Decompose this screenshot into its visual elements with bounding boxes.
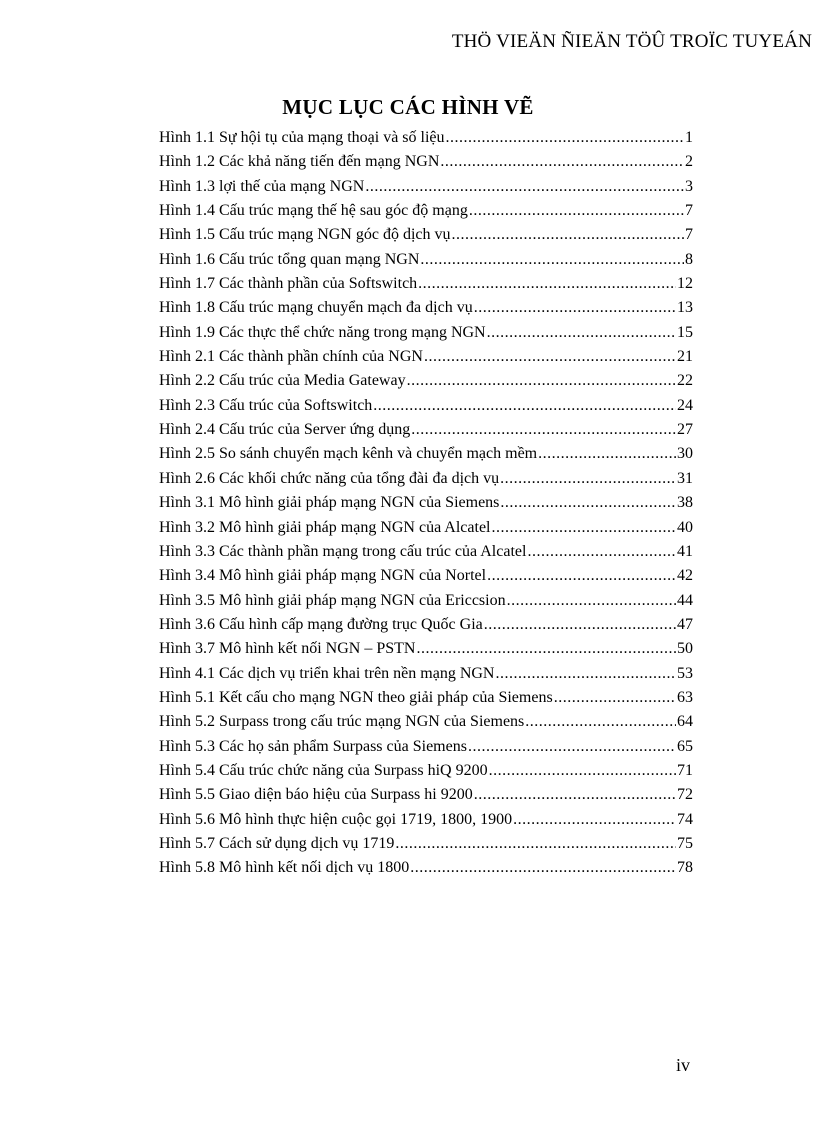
toc-entry-page: 31 [677, 469, 693, 487]
toc-entry-label: Hình 3.7 Mô hình kết nối NGN – PSTN [159, 640, 416, 658]
dot-leader [554, 686, 676, 710]
dot-leader [365, 175, 684, 199]
toc-entry-label: Hình 1.4 Cấu trúc mạng thế hệ sau góc độ mạng [159, 202, 468, 220]
toc-entry-page: 47 [677, 615, 693, 633]
dot-leader [507, 589, 676, 613]
toc-entry[interactable] [159, 296, 693, 320]
toc-entry[interactable] [159, 394, 693, 418]
dot-leader [468, 735, 676, 759]
toc-entry[interactable] [159, 783, 693, 807]
toc-entry-label: Hình 5.6 Mô hình thực hiện cuộc gọi 1719, 1800, 1900 [159, 810, 513, 828]
toc-entry-label: Hình 1.5 Cấu trúc mạng NGN góc độ dịch vụ [159, 226, 451, 244]
toc-entry-page: 38 [677, 494, 693, 512]
toc-entry-label: Hình 3.1 Mô hình giải pháp mạng NGN của Siemens [159, 494, 500, 512]
toc-entry-page: 63 [677, 688, 693, 706]
toc-entry-page: 3 [685, 177, 693, 195]
toc-entry-label: Hình 3.4 Mô hình giải pháp mạng NGN của Nortel [159, 567, 487, 585]
toc-entry-page: 7 [685, 226, 693, 244]
toc-entry-page: 74 [677, 810, 693, 828]
toc-entry-label: Hình 3.3 Các thành phần mạng trong cấu trúc của Alcatel [159, 542, 527, 560]
toc-entry-label: Hình 1.8 Cấu trúc mạng chuyển mạch đa dịch vụ [159, 299, 473, 317]
dot-leader [474, 296, 676, 320]
toc-entry-page: 30 [677, 445, 693, 463]
toc-entry-label: Hình 5.2 Surpass trong cấu trúc mạng NGN của Siemens [159, 713, 525, 731]
toc-entry[interactable] [159, 442, 693, 466]
toc-entry[interactable] [159, 345, 693, 369]
dot-leader [484, 613, 676, 637]
toc-entry[interactable] [159, 686, 693, 710]
dot-leader [487, 321, 676, 345]
toc-entry[interactable] [159, 808, 693, 832]
dot-leader [411, 418, 676, 442]
toc-entry-label: Hình 2.1 Các thành phần chính của NGN [159, 348, 423, 366]
dot-leader [440, 150, 684, 174]
dot-leader [410, 856, 676, 880]
toc-entry[interactable] [159, 467, 693, 491]
dot-leader [527, 540, 676, 564]
toc-entry-page: 24 [677, 396, 693, 414]
toc-entry[interactable] [159, 418, 693, 442]
toc-entry-label: Hình 3.5 Mô hình giải pháp mạng NGN của Ericcsion [159, 591, 506, 609]
toc-entry[interactable] [159, 613, 693, 637]
toc-entry-label: Hình 3.2 Mô hình giải pháp mạng NGN của Alcatel [159, 518, 491, 536]
dot-leader [489, 759, 676, 783]
dot-leader [513, 808, 676, 832]
toc-entry-page: 22 [677, 372, 693, 390]
toc-entry[interactable] [159, 832, 693, 856]
toc-entry-page: 75 [677, 834, 693, 852]
toc-entry-label: Hình 2.4 Cấu trúc của Server ứng dụng [159, 421, 411, 439]
dot-leader [420, 248, 684, 272]
toc-entry[interactable] [159, 589, 693, 613]
dot-leader [492, 516, 677, 540]
toc-entry-label: Hình 5.8 Mô hình kết nối dịch vụ 1800 [159, 859, 410, 877]
toc-entry[interactable] [159, 735, 693, 759]
page-title: MỤC LỤC CÁC HÌNH VẼ [282, 95, 534, 119]
toc-entry-label: Hình 5.3 Các họ sản phẩm Surpass của Siemens [159, 737, 467, 755]
dot-leader [495, 662, 676, 686]
toc-entry[interactable] [159, 491, 693, 515]
toc-entry-page: 8 [685, 250, 693, 268]
toc-entry[interactable] [159, 516, 693, 540]
toc-entry[interactable] [159, 637, 693, 661]
dot-leader [500, 467, 676, 491]
toc-entry-label: Hình 5.7 Cách sử dụng dịch vụ 1719 [159, 834, 395, 852]
toc-entry[interactable] [159, 150, 693, 174]
dot-leader [452, 223, 684, 247]
toc-entry-label: Hình 1.1 Sự hội tụ của mạng thoại và số liệu [159, 129, 445, 146]
toc-entry[interactable] [159, 662, 693, 686]
toc-entry[interactable] [159, 199, 693, 223]
dot-leader [395, 832, 676, 856]
toc-entry-page: 72 [677, 786, 693, 804]
toc-entry[interactable] [159, 223, 693, 247]
dot-leader [487, 564, 676, 588]
toc-entry-page: 50 [677, 640, 693, 658]
toc-entry-page: 65 [677, 737, 693, 755]
figure-list [159, 126, 693, 881]
toc-entry-page: 7 [685, 202, 693, 220]
toc-entry-label: Hình 1.3 lợi thế của mạng NGN [159, 177, 365, 195]
toc-entry-page: 27 [677, 421, 693, 439]
toc-entry-label: Hình 1.2 Các khả năng tiến đến mạng NGN [159, 153, 440, 171]
toc-entry-page: 15 [677, 323, 693, 341]
toc-entry-label: Hình 2.2 Cấu trúc của Media Gateway [159, 372, 406, 390]
toc-entry-label: Hình 5.1 Kết cấu cho mạng NGN theo giải pháp của Siemens [159, 688, 553, 706]
toc-entry[interactable] [159, 540, 693, 564]
toc-entry[interactable] [159, 175, 693, 199]
toc-entry[interactable] [159, 272, 693, 296]
toc-entry-page: 21 [677, 348, 693, 366]
toc-entry[interactable] [159, 321, 693, 345]
dot-leader [469, 199, 684, 223]
toc-entry-label: Hình 1.7 Các thành phần của Softswitch [159, 275, 418, 293]
running-header: THÖ VIEÄN ÑIEÄN TÖÛ TROÏC TUYEÁN [451, 31, 812, 52]
toc-entry-page: 13 [677, 299, 693, 317]
dot-leader [416, 637, 676, 661]
toc-entry-label: Hình 1.6 Cấu trúc tổng quan mạng NGN [159, 250, 420, 268]
toc-entry-label: Hình 2.5 So sánh chuyển mạch kênh và chuyển mạch mềm [159, 445, 538, 463]
toc-entry-page: 12 [677, 275, 693, 293]
dot-leader [446, 126, 684, 150]
dot-leader [407, 369, 676, 393]
toc-entry-label: Hình 5.4 Cấu trúc chức năng của Surpass hiQ 9200 [159, 761, 488, 779]
toc-entry-page: 42 [677, 567, 693, 585]
toc-entry-page: 41 [677, 542, 693, 560]
toc-entry-page: 53 [677, 664, 693, 682]
dot-leader [474, 783, 676, 807]
dot-leader [418, 272, 676, 296]
page-number: iv [676, 1055, 691, 1075]
toc-entry-page: 71 [677, 761, 693, 779]
dot-leader [538, 442, 676, 466]
toc-entry[interactable] [159, 564, 693, 588]
toc-entry[interactable] [159, 710, 693, 734]
dot-leader [500, 491, 676, 515]
toc-entry-label: Hình 2.3 Cấu trúc của Softswitch [159, 396, 373, 414]
toc-entry-page: 64 [677, 713, 693, 731]
toc-entry-page: 2 [685, 153, 693, 171]
toc-entry-page: 40 [677, 518, 693, 536]
toc-entry-page: 78 [677, 859, 693, 877]
toc-entry-label: Hình 5.5 Giao diện báo hiệu của Surpass hi 9200 [159, 786, 473, 804]
toc-entry-page: 1 [685, 129, 693, 146]
toc-entry-label: Hình 4.1 Các dịch vụ triển khai trên nền mạng NGN [159, 664, 495, 682]
toc-entry[interactable] [159, 369, 693, 393]
toc-entry-label: Hình 3.6 Cấu hình cấp mạng đường trục Quốc Gia [159, 615, 483, 633]
toc-entry[interactable] [159, 856, 693, 880]
dot-leader [424, 345, 676, 369]
toc-entry-page: 44 [677, 591, 693, 609]
dot-leader [373, 394, 676, 418]
toc-entry-label: Hình 1.9 Các thực thể chức năng trong mạng NGN [159, 323, 486, 341]
toc-entry[interactable] [159, 126, 693, 150]
dot-leader [525, 710, 676, 734]
toc-entry[interactable] [159, 248, 693, 272]
toc-entry-label: Hình 2.6 Các khối chức năng của tổng đài đa dịch vụ [159, 469, 500, 487]
toc-entry[interactable] [159, 759, 693, 783]
